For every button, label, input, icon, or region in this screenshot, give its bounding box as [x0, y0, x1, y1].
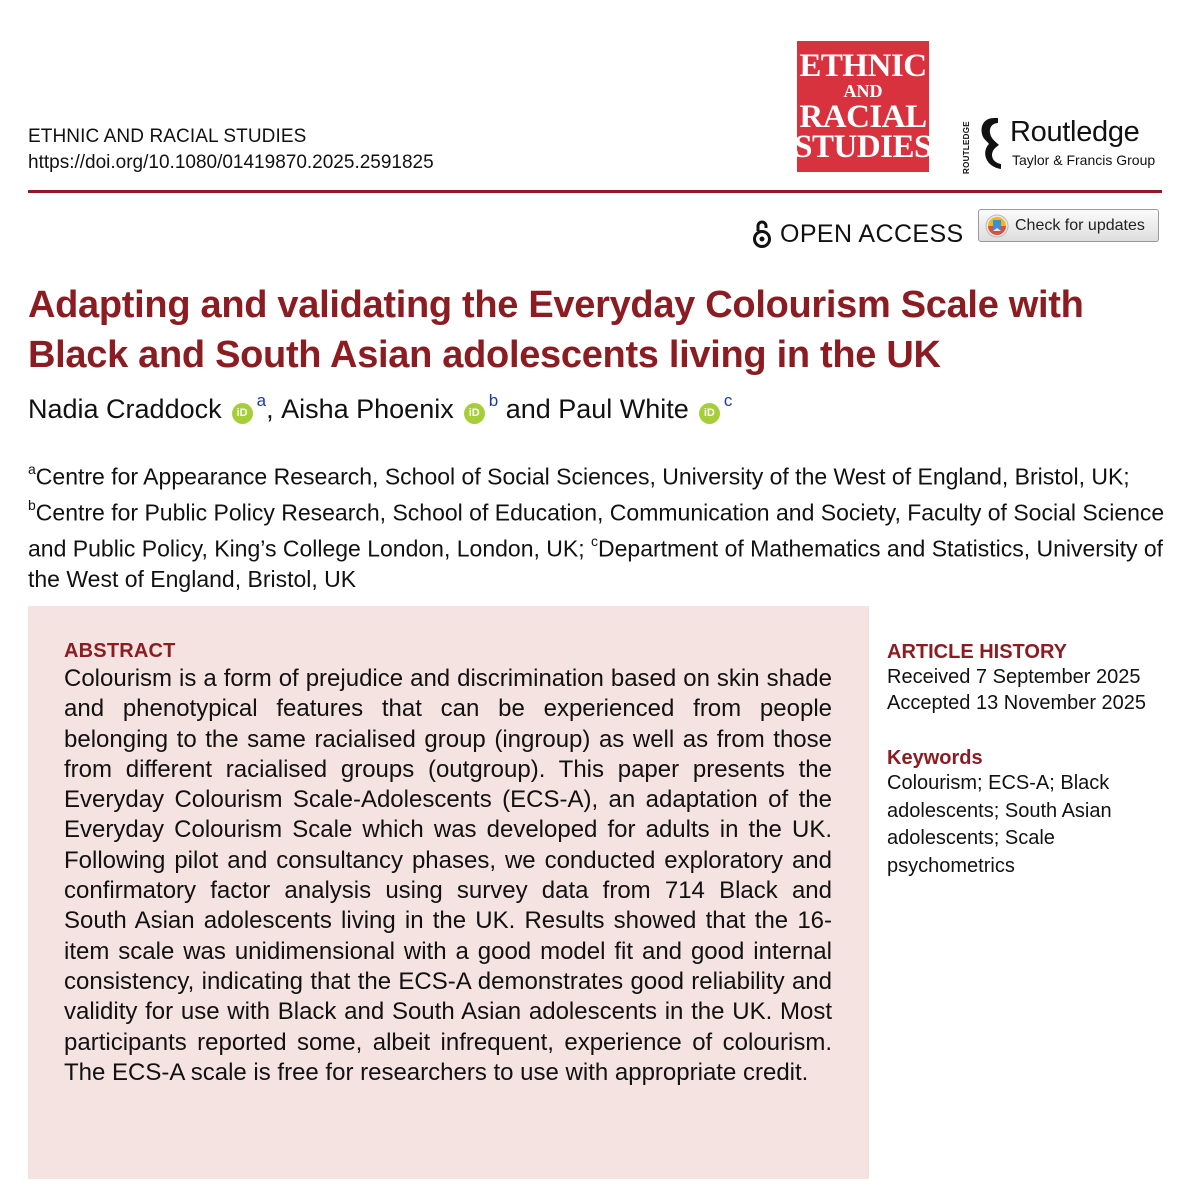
open-access-label: OPEN ACCESS	[780, 219, 964, 248]
affiliation-marker[interactable]: c	[723, 391, 733, 410]
orcid-icon[interactable]: iD	[464, 403, 485, 424]
journal-logo-line2: AND	[843, 81, 883, 102]
affiliation-text: Centre for Public Policy Research, School of Education, Communication and Society, Faculty of Social Science and Public Policy, King’s College London, London, UK;	[28, 499, 1165, 562]
author-separator: and	[498, 394, 559, 424]
author-name[interactable]: Paul White	[558, 394, 689, 424]
routledge-logo-icon	[974, 114, 1008, 172]
affiliation-text: Centre for Appearance Research, School of Social Sciences, University of the West of England, Bristol, UK;	[35, 463, 1130, 490]
keywords-heading: Keywords	[887, 747, 983, 769]
doi-link[interactable]: https://doi.org/10.1080/01419870.2025.2591825	[28, 152, 434, 173]
author-name[interactable]: Aisha Phoenix	[281, 394, 454, 424]
author-name[interactable]: Nadia Craddock	[28, 394, 222, 424]
publisher-vertical-text: ROUTLEDGE	[962, 121, 971, 174]
received-date: Received 7 September 2025	[887, 666, 1141, 688]
article-history-heading: ARTICLE HISTORY	[887, 641, 1068, 663]
affiliation-mark: a	[28, 461, 36, 477]
orcid-icon[interactable]: iD	[699, 403, 720, 424]
affiliation-mark: b	[28, 497, 36, 514]
crossmark-icon	[985, 214, 1009, 238]
article-title: Adapting and validating the Everyday Colourism Scale with Black and South Asian adolescents living in the UK	[28, 284, 1084, 376]
open-access-lock-icon	[752, 219, 772, 249]
affiliation-mark: c	[591, 533, 599, 550]
orcid-icon[interactable]: iD	[232, 403, 253, 424]
journal-name: ETHNIC AND RACIAL STUDIES	[28, 126, 307, 147]
journal-logo-line1: ETHNIC	[799, 47, 927, 84]
journal-logo-line4: STUDIES	[794, 128, 932, 165]
affiliation-marker[interactable]: a	[256, 391, 267, 410]
check-for-updates-label: Check for updates	[1015, 216, 1145, 234]
keywords-list: Colourism; ECS-A; Black adolescents; South Asian adolescents; Scale psychometrics	[887, 772, 1112, 877]
check-for-updates-button[interactable]	[978, 209, 1159, 242]
affiliation-marker[interactable]: b	[488, 391, 499, 410]
affiliation-text: Department of Mathematics and Statistics, University of the West of England, Bristol, UK	[28, 535, 1164, 593]
journal-logo	[794, 41, 932, 172]
abstract-text: Colourism is a form of prejudice and discrimination based on skin shade and phenotypical features that can be experienced from people belonging to the same racialised group (ingroup) as well as from those from different racialised groups (outgroup). This paper presents the Everyday Colourism Scale-Adolescents (ECS-A), an adaptation of the Everyday Colourism Scale which was developed for adults in the UK. Following pilot and consultancy phases, we conducted exploratory and confirmatory factor analysis using survey data from 714 Black and South Asian adolescents living in the UK. Results showed that the 16-item scale was unidimensional with a good model fit and good internal consistency, indicating that the ECS-A demonstrates good reliability and validity for use with Black and South Asian adolescents in the UK. Most participants reported some, albeit infrequent, experience of colourism. The ECS-A scale is free for researchers to use with appropriate credit.	[64, 665, 832, 1086]
publisher-group: Taylor & Francis Group	[1012, 152, 1156, 168]
abstract-heading: ABSTRACT	[64, 640, 176, 662]
open-access-badge	[752, 218, 964, 250]
publisher-logo	[962, 112, 1162, 174]
header-divider	[28, 190, 1162, 193]
article-sidebar	[887, 640, 1187, 880]
accepted-date: Accepted 13 November 2025	[887, 692, 1147, 714]
publisher-name: Routledge	[1010, 116, 1140, 148]
journal-logo-line3: RACIAL	[799, 98, 927, 135]
author-separator: ,	[266, 394, 282, 424]
affiliations	[28, 456, 1168, 595]
author-list	[28, 391, 733, 434]
